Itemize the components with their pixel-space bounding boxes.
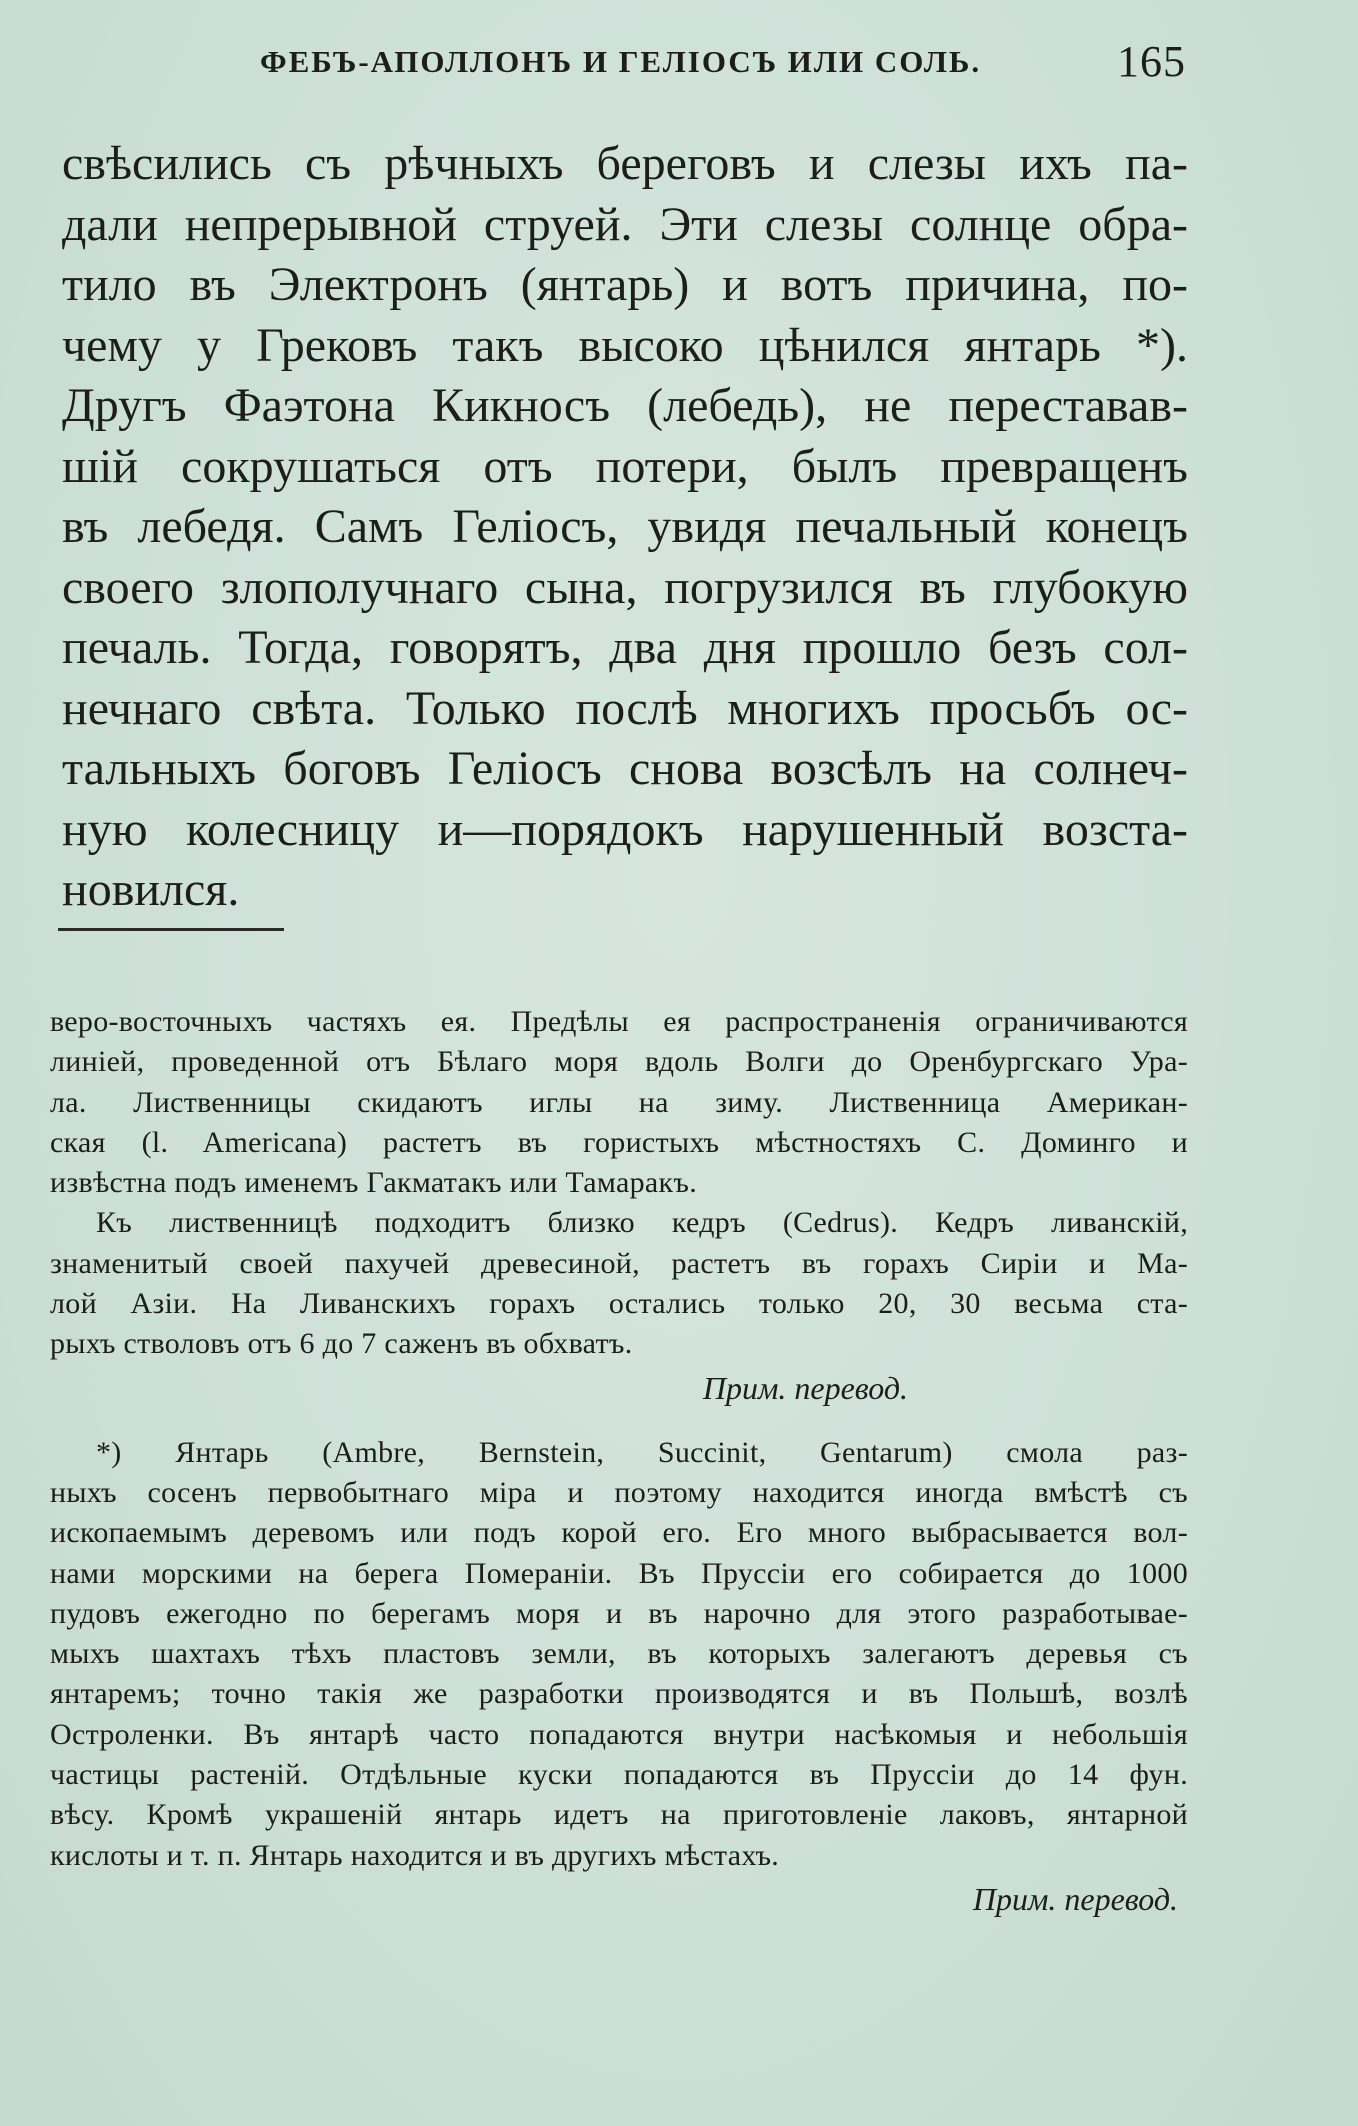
text-line: свѣсились съ рѣчныхъ береговъ и слезы ихъ па-: [62, 137, 1188, 190]
running-title: ФЕБЪ-АПОЛЛОНЪ И ГЕЛІОСЪ ИЛИ СОЛЬ.: [260, 44, 982, 79]
translator-note-signature: Прим. перевод.: [972, 1880, 1178, 1917]
footnote-line: извѣстна подъ именемъ Гакматакъ или Тамаракъ.: [50, 1166, 698, 1200]
footnote-line: рыхъ стволовъ отъ 6 до 7 саженъ въ обхватъ.: [50, 1327, 633, 1361]
footnote-line: линіей, проведенной отъ Бѣлаго моря вдоль Волги до Оренбургскаго Ура-: [50, 1045, 1188, 1079]
text-line: ную колесницу и—порядокъ нарушенный возста-: [62, 802, 1188, 856]
footnotes: [50, 1002, 1188, 1922]
footnote-line: лой Азіи. На Ливанскихъ горахъ остались только 20, 30 весьма ста-: [50, 1287, 1188, 1321]
main-paragraph: [62, 134, 1188, 921]
larch-footnote-continuation: [50, 1002, 1188, 1411]
footnote-line: пудовъ ежегодно по берегамъ моря и въ нарочно для этого разработывае-: [50, 1596, 1188, 1630]
text-line: дали непрерывной струей. Эти слезы солнце обра-: [62, 197, 1188, 251]
text-line: въ лебедя. Самъ Геліосъ, увидя печальный конецъ: [62, 500, 1188, 553]
footnote-line: ископаемымъ деревомъ или подъ корой его. Его много выбрасывается вол-: [50, 1516, 1188, 1550]
footnote-line: кислоты и т. п. Янтарь находится и въ другихъ мѣстахъ.: [50, 1838, 780, 1872]
footnote-line: Къ лиственницѣ подходитъ близко кедръ (Cedrus). Кедръ ливанскій,: [96, 1206, 1188, 1240]
footnote-line: Остроленки. Въ янтарѣ часто попадаются внутри насѣкомыя и небольшія: [50, 1717, 1188, 1751]
translator-note-signature: Прим. перевод.: [702, 1369, 908, 1406]
text-line: тальныхъ боговъ Геліосъ снова возсѣлъ на солнеч-: [62, 742, 1188, 795]
footnote-line: янтаремъ; точно такія же разработки производятся и въ Польшѣ, возлѣ: [50, 1677, 1188, 1711]
footnote-line: веро-восточныхъ частяхъ ея. Предѣлы ея распространенія ограничиваются: [50, 1005, 1188, 1038]
footnote-line: нами морскими на берега Помераніи. Въ Пруссіи его собирается до 1000: [50, 1556, 1188, 1590]
amber-footnote: [50, 1433, 1188, 1922]
text-line: Другъ Фаэтона Кикносъ (лебедь), не переставав-: [62, 379, 1188, 432]
text-line: чему у Грековъ такъ высоко цѣнился янтарь *).: [62, 318, 1188, 372]
footnote-line: частицы растеній. Отдѣльные куски попадаются въ Пруссіи до 14 фун.: [50, 1758, 1188, 1792]
text-line: своего злополучнаго сына, погрузился въ глубокую: [62, 560, 1188, 614]
footnote-line: *) Янтарь (Ambre, Bernstein, Succinit, Gentarum) смола раз-: [96, 1435, 1188, 1469]
footnote-separator-rule: [58, 928, 284, 931]
text-line: печаль. Тогда, говорятъ, два дня прошло безъ сол-: [62, 621, 1188, 674]
footnote-line: мыхъ шахтахъ тѣхъ пластовъ земли, въ которыхъ залегаютъ деревья съ: [50, 1637, 1188, 1671]
footnote-line: ла. Лиственницы скидаютъ иглы на зиму. Лиственница Американ-: [50, 1085, 1188, 1119]
text-line: шій сокрушаться отъ потери, былъ превращенъ: [62, 439, 1188, 493]
footnote-line: ныхъ сосенъ первобытнаго міра и поэтому находится иногда вмѣстѣ съ: [50, 1475, 1188, 1509]
text-line: тило въ Электронъ (янтарь) и вотъ причина, по-: [62, 258, 1188, 311]
footnote-line: вѣсу. Кромѣ украшеній янтарь идетъ на приготовленіе лаковъ, янтарной: [50, 1798, 1188, 1832]
footnote-line: знаменитый своей пахучей древесиной, растетъ въ горахъ Сиріи и Ма-: [50, 1246, 1188, 1280]
text-line: нечнаго свѣта. Только послѣ многихъ просьбъ ос-: [62, 681, 1188, 735]
text-line: новился.: [62, 863, 240, 916]
page-number: 165: [1117, 37, 1186, 86]
footnote-line: ская (l. Americana) растетъ въ гористыхъ мѣстностяхъ С. Доминго и: [50, 1125, 1188, 1159]
